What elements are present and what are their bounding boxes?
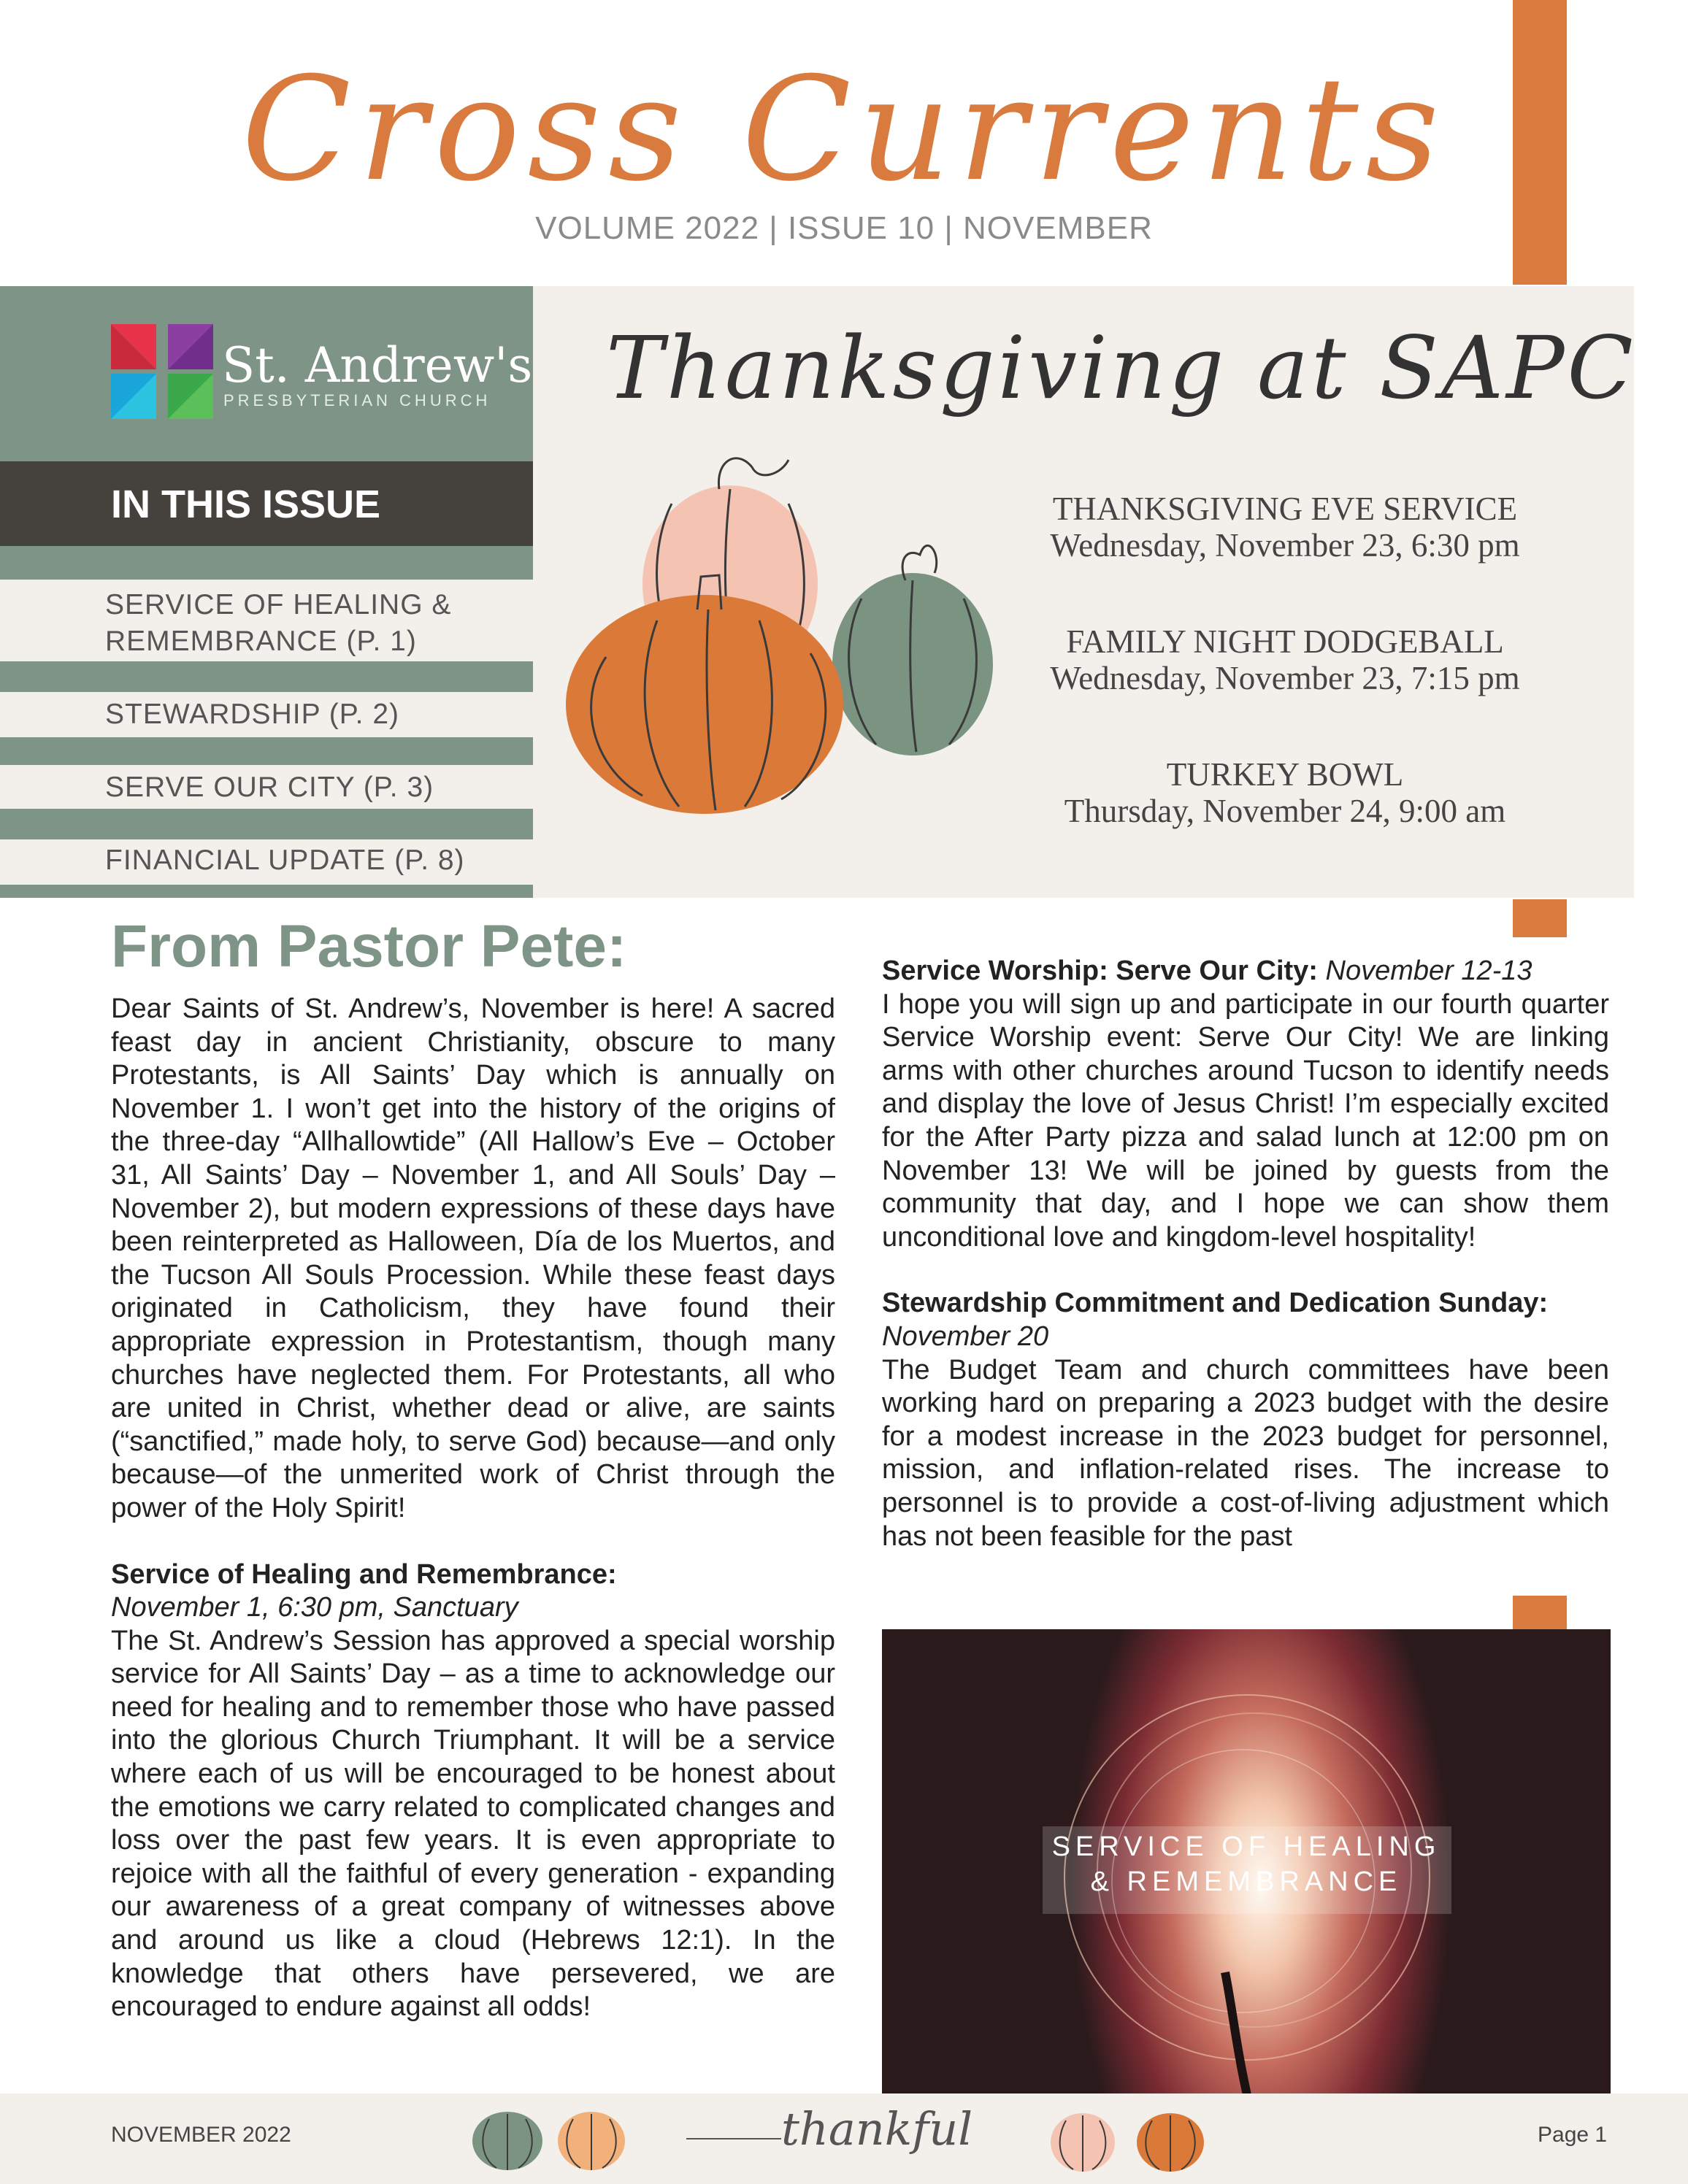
footer-line-icon	[686, 2131, 781, 2146]
toc-item-serve-our-city[interactable]: SERVE OUR CITY (P. 3)	[105, 772, 434, 803]
event-date: Wednesday, November 23, 7:15 pm	[1050, 660, 1520, 696]
toc-item-line: REMEMBRANCE (P. 1)	[105, 626, 417, 657]
serve-paragraph: I hope you will sign up and participate in our fourth quarter Service Worship event: Serve Our City! We are linking arms with other churches around Tucson to identify needs and display the love of Jesus Christ! I’m especially excited for the After Party pizza and salad lunch at 12:00 pm on November 13! We will be joined by guests from the community that day, and I hope we can show them unconditional love and kingdom-level hospitality!	[882, 988, 1609, 1253]
healing-heading: Service of Healing and Remembrance:	[111, 1558, 617, 1590]
event-date: Thursday, November 24, 9:00 am	[1064, 793, 1506, 829]
footer-page-number: Page 1	[1538, 2123, 1608, 2147]
in-this-issue-heading: IN THIS ISSUE	[111, 482, 381, 526]
event-thanksgiving-eve	[1008, 491, 1562, 564]
toc-divider	[0, 809, 533, 839]
pumpkins-illustration-icon	[562, 445, 1015, 825]
toc-divider	[0, 661, 533, 692]
toc-item-healing[interactable]	[105, 587, 451, 660]
event-name: TURKEY BOWL	[1166, 756, 1404, 793]
church-logo-icon	[111, 324, 213, 419]
event-name: THANKSGIVING EVE SERVICE	[1052, 491, 1518, 527]
stewardship-heading: Stewardship Commitment and Dedication Sunday:	[882, 1288, 1549, 1319]
event-family-night-dodgeball	[1008, 623, 1562, 696]
intro-paragraph: Dear Saints of St. Andrew’s, November is here! A sacred feast day in ancient Christianity, obscure to many Protestants, is All Saints’ Day which is annually on November 1. I won’t get into the history of the origins of the three-day “Allhallowtide” (All Hallow’s Eve – October 31, All Saints’ Day – November 1, and All Souls’ Day – November 2), but modern expressions of these days have been reinterpreted as Halloween, Día de los Muertos, and the Tucson All Souls Procession. While these feast days originated in Catholicism, they have found their appropriate expression in Protestantism, though many churches have neglected them. For Protestants, all who are united in Christ, whether dead or alive, are saints (“sanctified,” made holy, to serve God) because—and only because—of the unmerited work of Christ through the power of the Holy Spirit!	[111, 993, 835, 1523]
toc-divider	[0, 546, 533, 580]
event-name: FAMILY NIGHT DODGEBALL	[1066, 623, 1504, 660]
pastor-intro	[111, 993, 835, 2024]
accent-bar-top	[1513, 0, 1567, 285]
event-date: Wednesday, November 23, 6:30 pm	[1050, 527, 1520, 564]
footer-date: NOVEMBER 2022	[111, 2123, 291, 2147]
serve-when: November 12-13	[1325, 956, 1532, 986]
pastor-heading: From Pastor Pete:	[111, 913, 627, 980]
serve-heading: Service Worship: Serve Our City:	[882, 956, 1318, 986]
thanksgiving-title: Thanksgiving at SAPC	[606, 318, 1636, 418]
accent-bar-lower	[1513, 1596, 1567, 1629]
church-name: St. Andrew's	[222, 337, 533, 393]
church-subtitle: PRESBYTERIAN CHURCH	[223, 391, 491, 410]
footer-pumpkins-left-icon	[467, 2101, 628, 2174]
toc-item-line: SERVICE OF HEALING &	[105, 589, 452, 620]
toc-divider	[0, 885, 533, 898]
stewardship-when: November 20	[882, 1320, 1049, 1352]
right-column	[882, 955, 1609, 1552]
caption-line: SERVICE OF HEALING	[1051, 1831, 1441, 1862]
footer-thankful-word: thankful	[781, 2102, 973, 2156]
footer-pumpkins-right-icon	[1043, 2095, 1211, 2175]
toc-item-financial-update[interactable]: FINANCIAL UPDATE (P. 8)	[105, 845, 465, 876]
toc-divider	[0, 737, 533, 765]
healing-paragraph: The St. Andrew’s Session has approved a special worship service for All Saints’ Day – as a time to acknowledge our need for healing and to remember those who have passed into the glorious Church Triumphant. It will be a service where each of us will be encouraged to be honest about the emotions we carry related to complicated changes and loss over the past few years. It is even appropriate to rejoice with all the faithful of every generation - expanding our awareness of a great company of witnesses above and around us like a cloud (Hebrews 12:1). In the knowledge that others have persevered, we are encouraged to endure against all odds!	[111, 1625, 835, 2023]
volume-line: VOLUME 2022 | ISSUE 10 | NOVEMBER	[535, 210, 1153, 246]
newsletter-title: Cross Currents	[241, 47, 1447, 213]
stewardship-paragraph: The Budget Team and church committees have been working hard on preparing a 2023 budget with the desire for a modest increase in the 2023 budget for personnel, mission, and inflation-related rises. The increase to personnel is to provide a cost-of-living adjustment which has not been feasible for the past	[882, 1354, 1609, 1552]
healing-when: November 1, 6:30 pm, Sanctuary	[111, 1592, 518, 1623]
candle-caption	[882, 1829, 1611, 1899]
event-turkey-bowl	[1008, 756, 1562, 829]
toc-item-stewardship[interactable]: STEWARDSHIP (P. 2)	[105, 699, 400, 730]
caption-line: & REMEMBRANCE	[1090, 1866, 1403, 1897]
accent-bar-mid	[1513, 899, 1567, 937]
